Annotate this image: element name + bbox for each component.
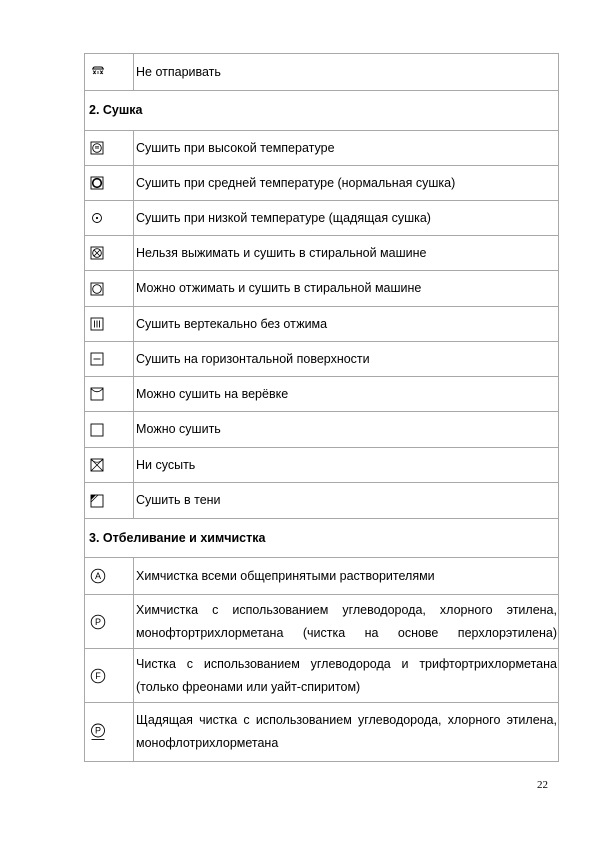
- item-text: Сушить при высокой температуре: [134, 131, 559, 166]
- care-symbols-table: [84, 53, 559, 762]
- icon-cell: [85, 649, 134, 703]
- table-row: [85, 54, 559, 91]
- dry-clean-p-icon: [90, 614, 133, 630]
- dry-in-shade-icon: [90, 494, 133, 508]
- icon-cell: [85, 201, 134, 236]
- icon-cell: [85, 307, 134, 342]
- no-steam-icon: [90, 65, 133, 79]
- icon-cell: [85, 595, 134, 649]
- icon-cell: [85, 54, 134, 91]
- tumble-dry-high-icon: [90, 141, 133, 155]
- section-row: [85, 91, 559, 131]
- table-row: [85, 271, 559, 307]
- table-row: [85, 703, 559, 762]
- table-row: [85, 412, 559, 448]
- item-text: Сушить при средней температуре (нормальная сушка): [134, 166, 559, 201]
- item-text: Сушить вертекально без отжима: [134, 307, 559, 342]
- dry-clean-f-icon: [90, 668, 133, 684]
- icon-cell: [85, 166, 134, 201]
- icon-cell: [85, 448, 134, 483]
- icon-cell: [85, 558, 134, 595]
- section-row: [85, 519, 559, 558]
- gentle-dry-clean-p-icon: [90, 723, 133, 741]
- item-text: Ни сусыть: [134, 448, 559, 483]
- no-tumble-dry-icon: [90, 246, 133, 260]
- item-text: Нельзя выжимать и сушить в стиральной машине: [134, 236, 559, 271]
- table-row: [85, 166, 559, 201]
- section-heading: 3. Отбеливание и химчистка: [85, 519, 559, 558]
- svg-text:F: F: [95, 670, 101, 681]
- do-not-dry-icon: [90, 458, 133, 472]
- icon-cell: [85, 131, 134, 166]
- table-row: [85, 558, 559, 595]
- tumble-dry-low-icon: [90, 211, 133, 225]
- icon-cell: [85, 703, 134, 762]
- dry-clean-a-icon: [90, 568, 133, 584]
- icon-cell: [85, 377, 134, 412]
- item-text: Сушить на горизонтальной поверхности: [134, 342, 559, 377]
- item-text: Щадящая чистка с использованием углеводорода, хлорного этилена, монофлотрихлорметана: [134, 703, 559, 762]
- table-row: [85, 448, 559, 483]
- item-text: Не отпаривать: [134, 54, 559, 91]
- dry-icon: [90, 423, 133, 437]
- item-text: Сушить в тени: [134, 483, 559, 519]
- icon-cell: [85, 412, 134, 448]
- table-row: [85, 236, 559, 271]
- table-row: [85, 483, 559, 519]
- svg-text:P: P: [94, 616, 102, 627]
- table-row: [85, 342, 559, 377]
- tumble-dry-medium-icon: [90, 176, 133, 190]
- table-row: [85, 201, 559, 236]
- svg-text:A: A: [94, 571, 102, 582]
- item-text: Чистка с использованием углеводорода и трифтортрихлорметана (только фреонами или уайт-спиритом): [134, 649, 559, 703]
- page-number: 22: [537, 779, 548, 791]
- section-heading: 2. Сушка: [85, 91, 559, 131]
- svg-text:P: P: [94, 725, 102, 736]
- icon-cell: [85, 342, 134, 377]
- icon-cell: [85, 236, 134, 271]
- icon-cell: [85, 483, 134, 519]
- item-text: Можно отжимать и сушить в стиральной машине: [134, 271, 559, 307]
- item-text: Химчистка с использованием углеводорода, хлорного этилена, монофтортрихлорметана (чистка на основе перхлорэтилена): [134, 595, 559, 649]
- table-row: [85, 377, 559, 412]
- item-text: Можно сушить: [134, 412, 559, 448]
- table-row: [85, 649, 559, 703]
- table-row: [85, 131, 559, 166]
- item-text: Химчистка всеми общепринятыми растворителями: [134, 558, 559, 595]
- dry-flat-icon: [90, 352, 133, 366]
- drip-dry-icon: [90, 317, 133, 331]
- tumble-dry-icon: [90, 282, 133, 296]
- icon-cell: [85, 271, 134, 307]
- table-row: [85, 307, 559, 342]
- item-text: Сушить при низкой температуре (щадящая сушка): [134, 201, 559, 236]
- line-dry-icon: [90, 387, 133, 401]
- table-row: [85, 595, 559, 649]
- item-text: Можно сушить на верёвке: [134, 377, 559, 412]
